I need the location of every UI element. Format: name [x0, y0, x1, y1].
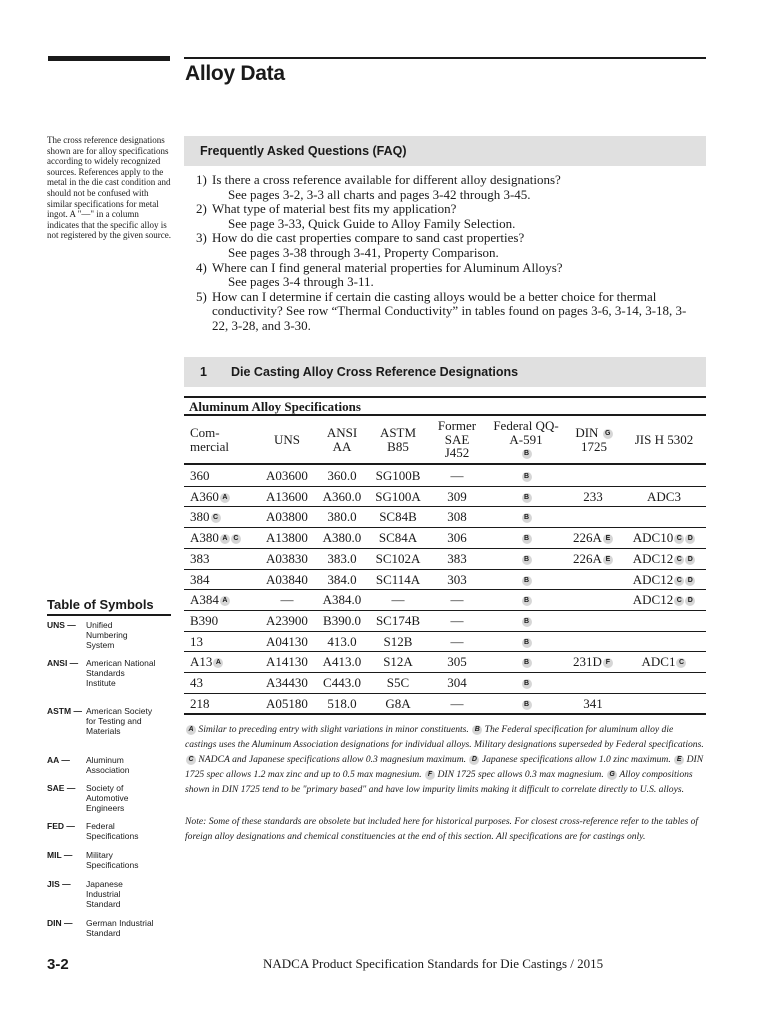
cell-text: 360.0: [327, 468, 357, 483]
cell-federal: [488, 531, 564, 545]
cell-jis: [624, 552, 704, 566]
cell-astm: [370, 676, 426, 690]
table-row-rule: [184, 506, 706, 507]
table-row-rule: [184, 693, 706, 694]
cell-text: A360: [190, 488, 219, 504]
cell-din: [562, 531, 624, 545]
cell-uns: [262, 469, 312, 483]
cell-astm: [370, 552, 426, 566]
footnote-f-icon: F: [603, 658, 613, 668]
cell-text: A13: [190, 654, 213, 670]
cell-ansi: [318, 552, 366, 566]
cell-din: [562, 655, 624, 669]
cell-federal: [488, 655, 564, 669]
cell-text: A04130: [266, 633, 308, 649]
cell-text: 231D: [573, 654, 602, 670]
cell-text: 383: [190, 550, 210, 566]
faq-heading-band: [184, 136, 706, 166]
cell-commercial: [190, 510, 260, 524]
symbol-key: DIN —: [47, 918, 73, 928]
faq-item: [196, 231, 701, 260]
cell-sae: [434, 655, 480, 669]
cell-sae: [434, 490, 480, 504]
cell-text: 218: [190, 695, 210, 711]
cell-federal: [488, 614, 564, 628]
cell-text: 383: [447, 550, 467, 566]
faq-answer: See pages 3-38 through 3-41, Property Comparison.: [228, 244, 499, 260]
footnote-c-icon: C: [211, 513, 221, 523]
cell-ansi: [318, 697, 366, 711]
cell-text: SG100B: [375, 468, 421, 483]
cell-text: A360.0: [322, 488, 362, 504]
footnote-c-icon: C: [674, 534, 684, 544]
cell-text: 305: [447, 654, 467, 670]
cell-sae: [434, 510, 480, 524]
footnote-d-icon: D: [685, 576, 695, 586]
footnote-b-icon: B: [472, 725, 482, 735]
cell-uns: [262, 697, 312, 711]
footnote-c-icon: C: [674, 596, 684, 606]
table-row-rule: [184, 713, 706, 715]
footnote-a-icon: A: [220, 534, 230, 544]
cell-din: [562, 697, 624, 711]
cell-text: —: [280, 592, 294, 608]
footnote-text: Japanese specifications allow 1.0 zinc maximum.: [481, 754, 671, 765]
table-header-rule: [184, 463, 706, 465]
footnote-c-icon: C: [186, 755, 196, 765]
cell-jis: [624, 490, 704, 504]
cell-commercial: [190, 635, 260, 649]
cell-commercial: [190, 573, 260, 587]
cell-text: A384.0: [322, 592, 362, 608]
footnote-b-icon: B: [522, 534, 532, 544]
top-rule-right: [184, 57, 706, 59]
faq-number: 3): [196, 230, 207, 246]
cell-uns: [262, 573, 312, 587]
footnote-a-icon: A: [220, 596, 230, 606]
cell-text: G8A: [385, 695, 411, 711]
cell-federal: [488, 490, 564, 504]
header-din-number: 1725: [581, 438, 607, 454]
cell-ansi: [318, 510, 366, 524]
footnote-d-icon: D: [685, 534, 695, 544]
symbols-rule: [47, 614, 171, 616]
cell-jis: [624, 531, 704, 545]
cell-text: 226A: [573, 550, 602, 566]
faq-question: What type of material best fits my application?: [212, 201, 457, 217]
symbol-value: Unified Numbering System: [86, 620, 128, 650]
cell-text: 380.0: [327, 509, 357, 525]
cell-sae: [434, 469, 480, 483]
cell-federal: [488, 593, 564, 607]
cell-uns: [262, 593, 312, 607]
symbol-value: Military Specifications: [86, 850, 139, 870]
cell-text: S12A: [383, 654, 413, 670]
cell-text: ADC12: [632, 550, 674, 566]
section-heading-band: [184, 357, 706, 387]
faq-heading: Frequently Asked Questions (FAQ): [200, 144, 407, 158]
symbol-value: Society of Automotive Engineers: [86, 783, 129, 813]
cell-astm: [370, 469, 426, 483]
footnote-b-icon: B: [522, 658, 532, 668]
cell-uns: [262, 552, 312, 566]
symbol-key: UNS —: [47, 620, 76, 630]
cell-text: A03840: [266, 571, 308, 587]
symbol-value: American National Standards Institute: [86, 658, 156, 688]
cell-text: A14130: [266, 654, 308, 670]
table-caption: Aluminum Alloy Specifications: [189, 399, 361, 414]
cell-text: SC84A: [378, 530, 418, 546]
cell-ansi: [318, 614, 366, 628]
cell-text: 380: [190, 509, 210, 525]
cell-text: A03800: [266, 509, 308, 525]
footnotes: [185, 722, 705, 797]
cell-text: A13800: [266, 530, 308, 546]
cell-din: [562, 490, 624, 504]
cell-uns: [262, 510, 312, 524]
footnote-text: Similar to preceding entry with slight variations in minor constituents.: [198, 724, 469, 735]
cell-text: —: [450, 633, 464, 649]
cell-federal: [488, 469, 564, 483]
cell-jis: [624, 573, 704, 587]
footnote-b-icon: B: [522, 472, 532, 482]
faq-item: [196, 202, 701, 231]
faq-list: [196, 173, 701, 334]
symbol-key: MIL —: [47, 850, 73, 860]
cell-sae: [434, 552, 480, 566]
cell-text: S12B: [383, 633, 413, 649]
cell-ansi: [318, 676, 366, 690]
cell-text: A03600: [266, 468, 308, 483]
cell-federal: [488, 510, 564, 524]
footnote-c-icon: C: [674, 576, 684, 586]
footnote-b-icon: B: [522, 493, 532, 503]
footnote-c-icon: C: [674, 555, 684, 565]
footnote-g-icon: G: [607, 770, 617, 780]
cell-commercial: [190, 490, 260, 504]
cell-sae: [434, 531, 480, 545]
cell-sae: [434, 573, 480, 587]
faq-question: How do die cast properties compare to sand cast properties?: [212, 230, 525, 246]
cell-text: —: [450, 468, 464, 483]
footnote-text: NADCA and Japanese specifications allow 0.3 magnesium maximum.: [198, 754, 467, 765]
footnote-c-icon: C: [231, 534, 241, 544]
cell-commercial: [190, 614, 260, 628]
cell-text: 308: [447, 509, 467, 525]
faq-answer: See pages 3-4 through 3-11.: [228, 274, 374, 290]
cell-text: —: [450, 592, 464, 608]
header-din: [566, 426, 622, 453]
cell-astm: [370, 614, 426, 628]
page-number: 3-2: [47, 956, 69, 973]
faq-text: [212, 173, 701, 202]
footnote-a-icon: A: [213, 658, 223, 668]
cell-ansi: [318, 573, 366, 587]
symbol-value: German Industrial Standard: [86, 918, 154, 938]
footnote-b-icon: B: [522, 576, 532, 586]
header-commercial: Com- mercial: [190, 425, 229, 454]
table-row-rule: [184, 486, 706, 487]
cell-uns: [262, 614, 312, 628]
cell-ansi: [318, 593, 366, 607]
footnote-b-icon: B: [522, 617, 532, 627]
cell-ansi: [318, 469, 366, 483]
cell-ansi: [318, 531, 366, 545]
cell-commercial: [190, 469, 260, 483]
cell-text: 341: [583, 695, 603, 711]
footnote-b-icon: B: [522, 596, 532, 606]
top-rule-left: [48, 56, 170, 61]
cell-text: ADC12: [632, 571, 674, 587]
cell-astm: [370, 573, 426, 587]
symbol-key: FED —: [47, 821, 75, 831]
cell-text: C443.0: [323, 675, 361, 690]
cell-jis: [624, 593, 704, 607]
cell-commercial: [190, 593, 260, 607]
cell-text: —: [450, 612, 464, 628]
cell-commercial: [190, 655, 260, 669]
table-row-rule: [184, 651, 706, 652]
header-federal-label: Federal QQ-A-591: [493, 418, 559, 447]
cell-text: —: [450, 695, 464, 711]
cell-text: 306: [447, 530, 467, 546]
cell-text: SC102A: [375, 550, 421, 566]
footnote-b-icon: B: [522, 449, 532, 459]
header-din-label: DIN: [575, 425, 599, 440]
cell-text: 309: [447, 488, 467, 504]
symbol-key: JIS —: [47, 879, 71, 889]
table-note: Note: Some of these standards are obsolete but included here for historical purposes. For closest cross-reference refer to the tables of foreign alloy designations and chemical constituencies at the end of this section. All specifications are for castings only.: [185, 816, 699, 842]
faq-text: [212, 231, 701, 260]
cell-text: A13600: [266, 488, 308, 504]
cell-text: 303: [447, 571, 467, 587]
faq-item: [196, 173, 701, 202]
cell-text: 384: [190, 571, 210, 587]
faq-number: 2): [196, 201, 207, 217]
section-title: Die Casting Alloy Cross Reference Designations: [231, 365, 519, 379]
cell-ansi: [318, 655, 366, 669]
symbol-key: AA —: [47, 755, 70, 765]
sidenote: The cross reference designations shown are for alloy specifications according to widely recognized sources. References apply to the metal in the die cast condition and should not be confused with similar specifications for metal ingot. A "—" in a column indicates that the specific alloy is not registered by the given source.: [47, 135, 171, 241]
footnote-c-icon: C: [676, 658, 686, 668]
cell-text: 226A: [573, 530, 602, 546]
page-footer: NADCA Product Specification Standards for Die Castings / 2015: [263, 956, 604, 971]
table-caption-rule: [184, 414, 706, 416]
cell-din: [562, 552, 624, 566]
footnote-text: The Federal specification for aluminum alloy die castings uses the Aluminum Association designations for individual alloys. Military designations superseded by Federal specifications.: [185, 724, 704, 750]
faq-item: [196, 290, 701, 334]
cell-text: A23900: [266, 612, 308, 628]
faq-number: 1): [196, 172, 207, 187]
cell-text: ADC1: [641, 654, 676, 670]
cell-text: ADC3: [647, 488, 681, 504]
header-sae: Former SAE J452: [437, 418, 477, 460]
cell-text: SC114A: [375, 571, 421, 587]
footnote-g-icon: G: [603, 429, 613, 439]
table-row-rule: [184, 589, 706, 590]
header-uns: UNS: [273, 432, 300, 447]
cell-text: SG100A: [375, 488, 421, 504]
cell-text: ADC12: [632, 592, 674, 608]
cell-text: A380.0: [322, 530, 362, 546]
faq-text: [212, 261, 701, 290]
table-row-rule: [184, 548, 706, 549]
footnote-text: DIN 1725 spec allows 1.2 max zinc and up to 0.5 max magnesium.: [185, 754, 704, 780]
faq-question: How can I determine if certain die casting alloys would be a better choice for thermal conductivity? See row “Thermal Conductivity” in tables found on pages 3-6, 3-14, 3-18, 3-22, 3-28, and 3-30.: [212, 288, 687, 333]
cell-ansi: [318, 635, 366, 649]
symbol-value: Aluminum Association: [86, 755, 130, 775]
table-row-rule: [184, 631, 706, 632]
cell-commercial: [190, 531, 260, 545]
cell-commercial: [190, 697, 260, 711]
faq-question: Where can I find general material properties for Aluminum Alloys?: [212, 259, 563, 275]
symbol-value: American Society for Testing and Materials: [86, 706, 153, 736]
cell-commercial: [190, 676, 260, 690]
cell-federal: [488, 552, 564, 566]
footnote-e-icon: E: [674, 755, 684, 765]
cell-uns: [262, 635, 312, 649]
footnote-b-icon: B: [522, 513, 532, 523]
footnote-text: DIN 1725 spec allows 0.3 max magnesium.: [437, 769, 604, 780]
cell-astm: [370, 510, 426, 524]
cell-astm: [370, 593, 426, 607]
faq-number: 5): [196, 288, 207, 304]
cell-text: A34430: [266, 675, 308, 690]
symbols-title: Table of Symbols: [47, 597, 154, 612]
page-title: Alloy Data: [185, 62, 285, 85]
header-ansi: ANSI AA: [326, 425, 358, 454]
cell-jis: [624, 655, 704, 669]
footnote-d-icon: D: [685, 555, 695, 565]
faq-question: Is there a cross reference available for different alloy designations?: [212, 172, 561, 187]
cell-astm: [370, 490, 426, 504]
cell-text: 383.0: [327, 550, 357, 566]
cell-text: S5C: [386, 675, 410, 690]
footnote-e-icon: E: [603, 534, 613, 544]
cell-text: A380: [190, 530, 219, 546]
cell-text: 360: [190, 468, 210, 483]
footnote-b-icon: B: [522, 700, 532, 710]
faq-text: [212, 290, 701, 334]
cell-astm: [370, 635, 426, 649]
footnote-f-icon: F: [425, 770, 435, 780]
cell-federal: [488, 573, 564, 587]
cell-text: B390: [190, 612, 219, 628]
cell-federal: [488, 635, 564, 649]
faq-answer: See page 3-33, Quick Guide to Alloy Family Selection.: [228, 215, 516, 231]
cell-text: 233: [583, 488, 603, 504]
header-jis: JIS H 5302: [634, 432, 694, 447]
cell-text: 518.0: [327, 695, 357, 711]
faq-item: [196, 261, 701, 290]
symbol-key: ANSI —: [47, 658, 79, 668]
footnote-e-icon: E: [603, 555, 613, 565]
symbol-key: ASTM —: [47, 706, 82, 716]
cell-text: B390.0: [323, 612, 361, 628]
footnote-b-icon: B: [522, 679, 532, 689]
cell-text: A384: [190, 592, 219, 608]
cell-astm: [370, 655, 426, 669]
cell-federal: [488, 676, 564, 690]
table-row-rule: [184, 672, 706, 673]
symbol-value: Federal Specifications: [86, 821, 139, 841]
faq-text: [212, 202, 701, 231]
faq-number: 4): [196, 259, 207, 275]
cell-commercial: [190, 552, 260, 566]
cell-sae: [434, 614, 480, 628]
table-top-rule: [184, 396, 706, 398]
footnote-b-icon: B: [522, 638, 532, 648]
cell-text: A05180: [266, 695, 308, 711]
cell-text: A03830: [266, 550, 308, 566]
cell-federal: [488, 697, 564, 711]
cell-text: ADC10: [632, 530, 674, 546]
footnote-d-icon: D: [685, 596, 695, 606]
cell-uns: [262, 531, 312, 545]
cell-sae: [434, 697, 480, 711]
footnote-text: Alloy compositions shown in DIN 1725 tend to be "primary based" and have low impurity limits making it difficult to correlate directly to U.S. alloys.: [185, 769, 693, 795]
cell-uns: [262, 490, 312, 504]
symbol-value: Japanese Industrial Standard: [86, 879, 123, 909]
cell-text: 384.0: [327, 571, 357, 587]
table-row-rule: [184, 610, 706, 611]
cell-uns: [262, 676, 312, 690]
cell-sae: [434, 635, 480, 649]
footnote-a-icon: A: [220, 493, 230, 503]
footnote-a-icon: A: [186, 725, 196, 735]
cell-text: 304: [447, 675, 467, 690]
header-federal: [488, 419, 564, 460]
cell-ansi: [318, 490, 366, 504]
cell-sae: [434, 676, 480, 690]
faq-answer: See pages 3-2, 3-3 all charts and pages 3-42 through 3-45.: [228, 186, 531, 202]
cell-text: 43: [190, 675, 203, 690]
cell-sae: [434, 593, 480, 607]
cell-astm: [370, 531, 426, 545]
cell-text: A413.0: [322, 654, 362, 670]
header-astm: ASTM B85: [379, 425, 417, 454]
cell-uns: [262, 655, 312, 669]
footnote-b-icon: B: [522, 555, 532, 565]
cell-text: 13: [190, 633, 203, 649]
cell-text: 413.0: [327, 633, 357, 649]
cell-text: —: [391, 592, 405, 608]
cell-text: SC174B: [375, 612, 421, 628]
table-row-rule: [184, 569, 706, 570]
cell-text: SC84B: [379, 509, 417, 525]
table-row-rule: [184, 527, 706, 528]
section-number: 1: [200, 365, 207, 379]
footnote-d-icon: D: [469, 755, 479, 765]
symbol-key: SAE —: [47, 783, 76, 793]
cell-astm: [370, 697, 426, 711]
